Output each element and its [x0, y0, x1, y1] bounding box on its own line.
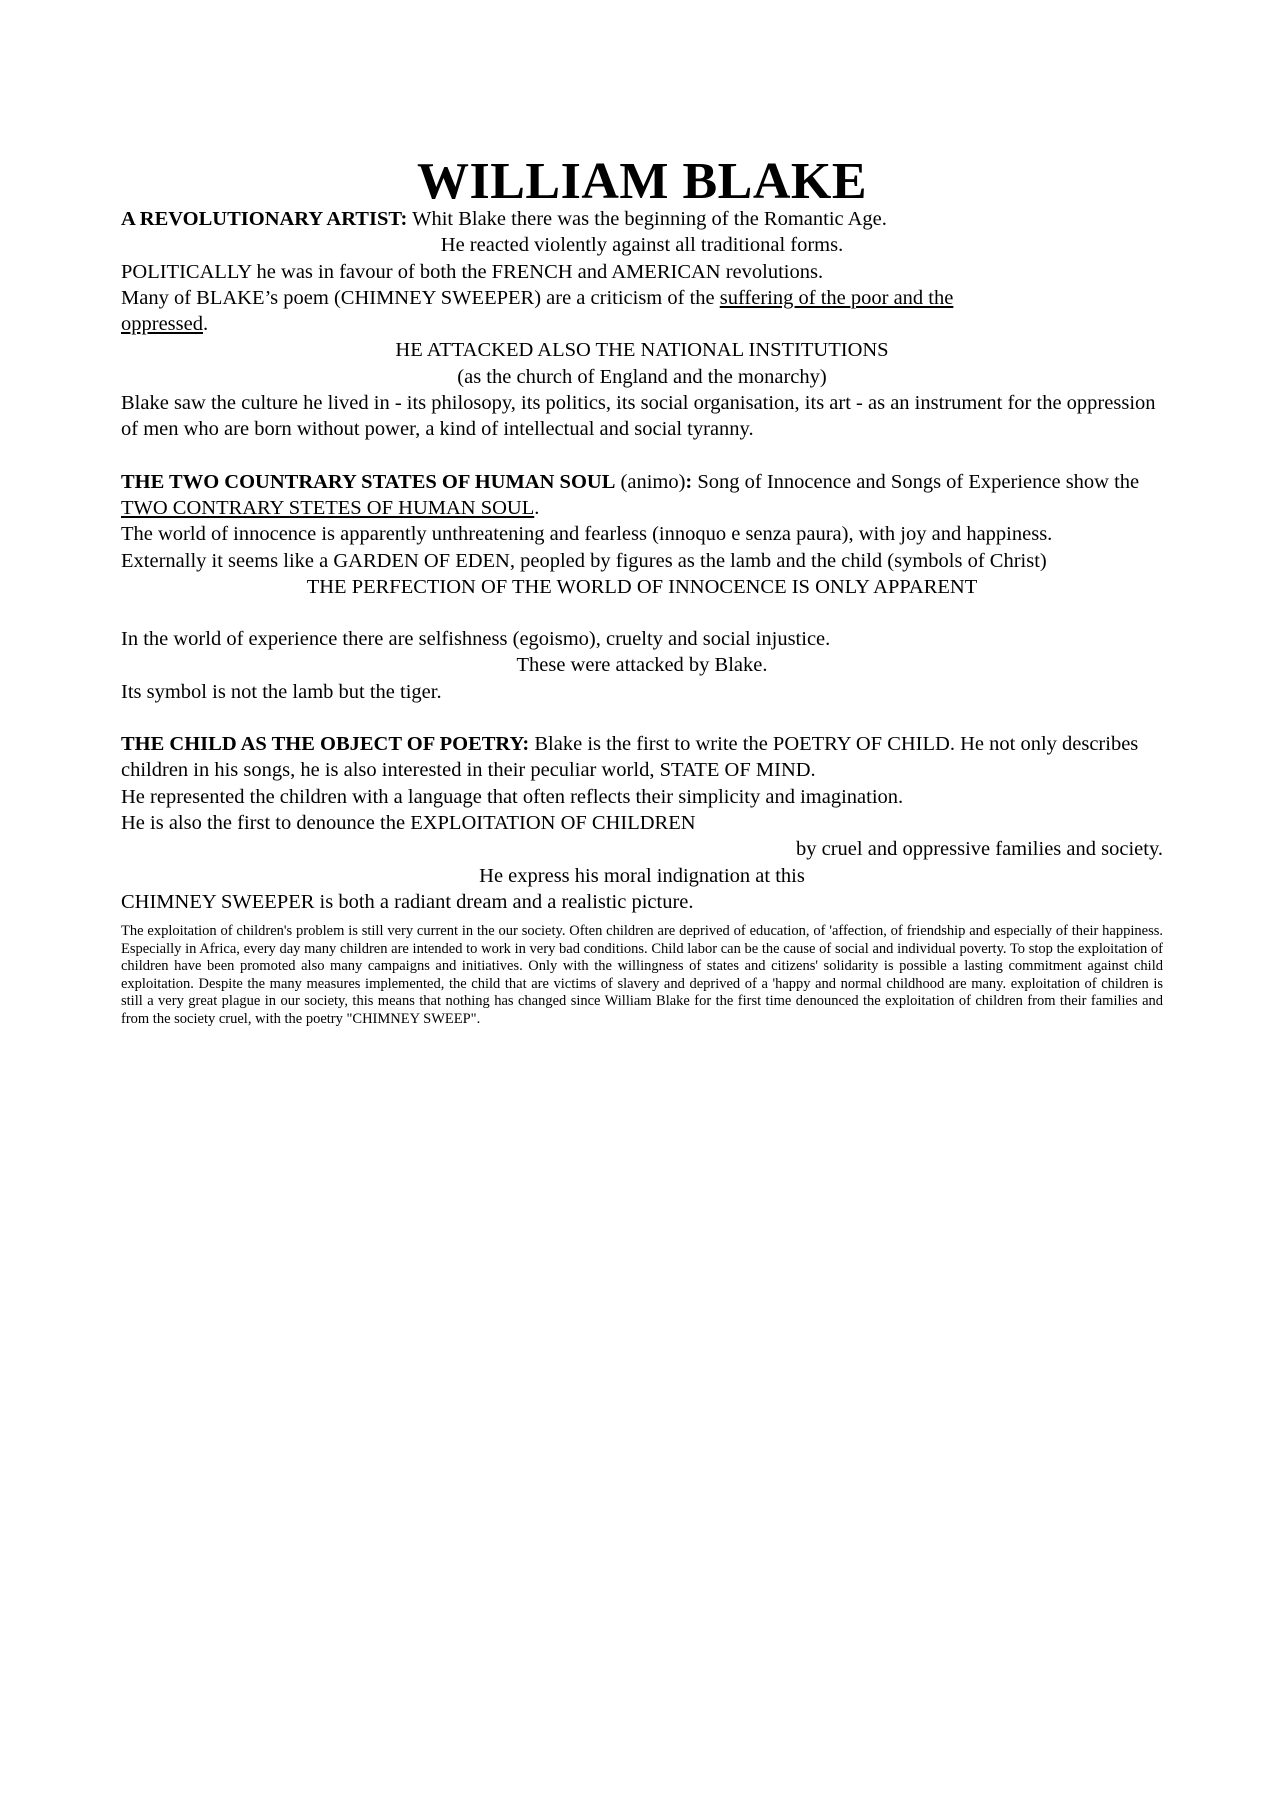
exploitation-essay-paragraph: The exploitation of children's problem is still very current in the our society. Often children are deprived of education, of 'affection, of friendship and especially of their happiness. Especially in Africa, every day many children are intended to work in very bad conditions. Child labor can be the cause of social and individual poverty. To stop the exploitation of children have been promoted also many campaigns and initiatives. Only with the willingness of states and citizens' solidarity is possible a lasting commitment against child exploitation. Despite the many measures implemented, the child that are victims of slavery and deprived of a 'happy and normal childhood are many. exploitation of children is still a very great plague in our society, this means that nothing has changed since William Blake for the first time denounced the exploitation of children from their families and from the society cruel, with the poetry "CHIMNEY SWEEP".: [121, 923, 1163, 1027]
represented-line: He represented the children with a language that often reflects their simplicity and imagination.: [121, 785, 904, 808]
chimney-sweeper-line: CHIMNEY SWEEPER is both a radiant dream and a realistic picture.: [121, 890, 694, 913]
two-states-paragraph: [121, 469, 1163, 522]
garden-of-eden-paragraph: Externally it seems like a GARDEN OF EDEN, peopled by figures as the lamb and the child (symbols of Christ): [121, 549, 1047, 572]
underlined-suffering: suffering of the poor and the: [719, 286, 954, 309]
revolutionary-artist-line: [121, 206, 1163, 232]
church-monarchy-line: (as the church of England and the monarchy): [457, 365, 827, 388]
culture-paragraph: Blake saw the culture he lived in - its philosopy, its politics, its social organisation, its art - as an instrument for the oppression of men who are born without power, a kind of intellectual and social tyranny.: [121, 392, 1156, 441]
national-institutions-line: HE ATTACKED ALSO THE NATIONAL INSTITUTIONS: [395, 339, 889, 362]
poem-criticism-line: [121, 285, 1163, 338]
political-line: POLITICALLY he was in favour of both the FRENCH and AMERICAN revolutions.: [121, 260, 824, 283]
spacer: [121, 705, 1163, 731]
colon: :: [685, 470, 693, 493]
section-heading-two-states: THE TWO COUNTRARY STATES OF HUMAN SOUL: [121, 470, 616, 493]
cruel-families-line: by cruel and oppressive families and society.: [796, 838, 1163, 861]
romantic-age-text: Whit Blake there was the beginning of the Romantic Age.: [407, 208, 887, 230]
spacer: [121, 600, 1163, 626]
period: .: [202, 313, 209, 336]
poem-criticism-text: Many of BLAKE’s poem (CHIMNEY SWEEPER) are a criticism of the: [121, 286, 720, 309]
reacted-line: He reacted violently against all traditional forms.: [440, 234, 844, 257]
page-title: WILLIAM BLAKE: [416, 153, 868, 210]
animo-text: (animo): [615, 470, 686, 493]
perfection-line: THE PERFECTION OF THE WORLD OF INNOCENCE IS ONLY APPARENT: [306, 575, 978, 598]
attacked-by-blake-line: These were attacked by Blake.: [516, 654, 768, 677]
child-poetry-paragraph: [121, 731, 1163, 784]
denounce-line: He is also the first to denounce the EXPLOITATION OF CHILDREN: [121, 811, 696, 834]
spacer: [121, 443, 1163, 469]
experience-line: In the world of experience there are selfishness (egoismo), cruelty and social injustice.: [121, 628, 831, 651]
tiger-symbol-line: Its symbol is not the lamb but the tiger.: [121, 680, 442, 703]
document-body: [121, 152, 1163, 1043]
songs-text: Song of Innocence and Songs of Experience show the: [692, 470, 1140, 493]
section-heading-revolutionary: A REVOLUTIONARY ARTIST:: [121, 208, 408, 230]
indignation-line: He express his moral indignation at this: [479, 864, 805, 887]
period: .: [534, 496, 540, 519]
underlined-oppressed: oppressed: [121, 313, 203, 336]
poetry-of-child-text: Blake is the first to write the POETRY OF CHILD. He not only describes children in his songs, he is also interested in their peculiar world, STATE OF MIND.: [121, 733, 1139, 782]
section-heading-child-poetry: THE CHILD AS THE OBJECT OF POETRY:: [121, 733, 530, 756]
underlined-contrary-states: TWO CONTRARY STETES OF HUMAN SOUL: [121, 496, 535, 519]
innocence-paragraph: The world of innocence is apparently unthreatening and fearless (innoquo e senza paura), with joy and happiness.: [121, 523, 1053, 546]
